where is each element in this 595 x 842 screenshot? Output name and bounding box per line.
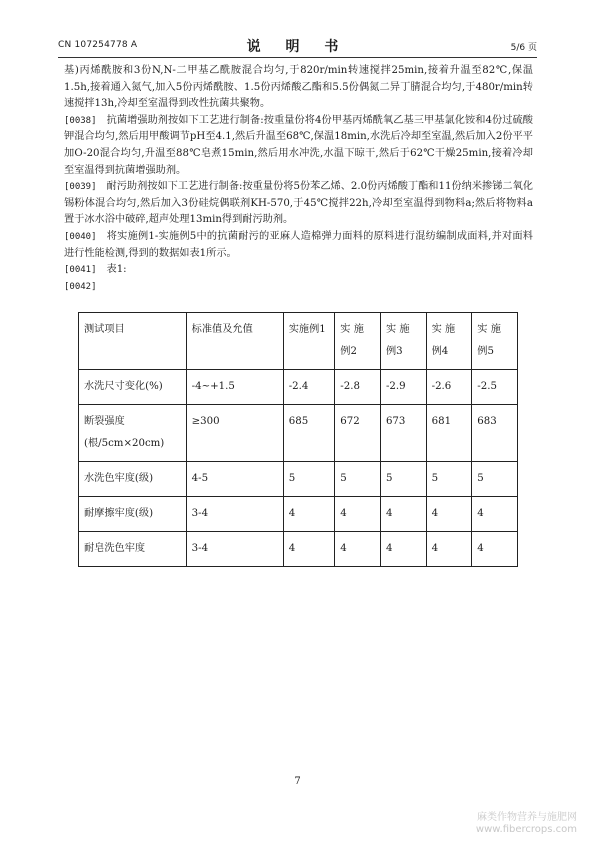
table-header-row: [79, 313, 518, 370]
table-cell: 4: [472, 532, 518, 567]
table-cell: 4: [335, 532, 381, 567]
table-cell: -2.4: [283, 370, 335, 405]
document-body: [64, 63, 533, 295]
document-title: 说 明 书: [246, 39, 349, 55]
table-cell: 4: [380, 532, 426, 567]
table-cell: 681: [426, 405, 472, 462]
paragraph-text: 耐污助剂按如下工艺进行制备:按重量份将5份苯乙烯、2.0份丙烯酸丁酯和11份纳米掺锑二氧化锡粉体混合均匀,然后加入3份硅烷偶联剂KH-570,于45℃搅拌22h,冷却至室温得到物料a;然后将物料a置于冰水浴中破碎,超声处理13min得到耐污助剂。: [64, 181, 533, 226]
table-cell: 4: [283, 497, 335, 532]
table-cell: ≥300: [186, 405, 283, 462]
table-cell: -2.9: [380, 370, 426, 405]
table-row: [79, 462, 518, 497]
results-table: [78, 312, 518, 567]
paragraph-tag: [0041]: [64, 265, 97, 276]
page-number: 7: [294, 776, 301, 787]
table-cell: 5: [283, 462, 335, 497]
table-header-cell: 实 施 例4: [426, 313, 472, 370]
table-header-cell: 实施例1: [283, 313, 335, 370]
paragraph-tag: [0039]: [64, 182, 97, 193]
table-cell: 3-4: [186, 532, 283, 567]
table-cell: 5: [335, 462, 381, 497]
table-cell: 5: [472, 462, 518, 497]
table-header-cell: 测试项目: [79, 313, 187, 370]
table-cell: -2.6: [426, 370, 472, 405]
paragraph-tag: [0040]: [64, 231, 97, 242]
header-divider: [58, 57, 537, 58]
table-cell: 673: [380, 405, 426, 462]
table-cell: 4: [426, 497, 472, 532]
paragraph-tag: [0042]: [64, 281, 97, 292]
table-cell: 4: [472, 497, 518, 532]
table-header-cell: 标准值及允值: [186, 313, 283, 370]
table-cell: 672: [335, 405, 381, 462]
table-row: [79, 370, 518, 405]
table-cell: 水洗色牢度(级): [79, 462, 187, 497]
paragraph-0038: [64, 113, 533, 179]
table-cell: 4: [426, 532, 472, 567]
table-cell: 4: [380, 497, 426, 532]
watermark-line: 麻类作物营养与施肥网: [477, 812, 577, 823]
page-indicator: 5/6 页: [510, 43, 537, 53]
watermark-line: www.fibercrops.com: [475, 824, 577, 835]
table-row: [79, 405, 518, 462]
table-cell: -4~+1.5: [186, 370, 283, 405]
watermark: [476, 812, 577, 836]
table-cell: 5: [426, 462, 472, 497]
table-cell: 断裂强度(根/5cm×20cm): [79, 405, 187, 462]
paragraph-text: 表1:: [106, 264, 127, 276]
paragraph-0039: [64, 179, 533, 229]
table-cell: 4-5: [186, 462, 283, 497]
table-cell: -2.5: [472, 370, 518, 405]
table-cell: -2.8: [335, 370, 381, 405]
paragraph-0042: [64, 279, 533, 296]
table-cell: 水洗尺寸变化(%): [79, 370, 187, 405]
paragraph-text: 将实施例1-实施例5中的抗菌耐污的亚麻人造棉弹力面料的原料进行混纺编制成面料,并对面料进行性能检测,得到的数据如表1所示。: [64, 230, 533, 259]
table-header-cell: 实 施 例5: [472, 313, 518, 370]
table-cell: 3-4: [186, 497, 283, 532]
paragraph-tag: [0038]: [64, 115, 97, 126]
table-row: [79, 532, 518, 567]
table-header-cell: 实 施 例2: [335, 313, 381, 370]
table-cell: 4: [335, 497, 381, 532]
paragraph-0040: [64, 229, 533, 262]
table-cell: 683: [472, 405, 518, 462]
paragraph-0041: [64, 262, 533, 279]
table-cell: 685: [283, 405, 335, 462]
continued-paragraph: 基)丙烯酰胺和3份N,N-二甲基乙酰胺混合均匀,于820r/min转速搅拌25min,接着升温至82℃,保温1.5h,接着通入氮气,加入5份丙烯酰胺、1.5份丙烯酸乙酯和5.5份偶氮二异丁腈混合均匀,于480r/min转速搅拌13h,冷却至室温得到改性抗菌共聚物。: [64, 65, 533, 110]
table-cell: 耐摩擦牢度(级): [79, 497, 187, 532]
table-header-cell: 实 施 例3: [380, 313, 426, 370]
table-cell: 5: [380, 462, 426, 497]
table-cell: 耐皂洗色牢度: [79, 532, 187, 567]
page-header: [58, 36, 537, 56]
paragraph-text: 抗菌增强助剂按如下工艺进行制备:按重量份将4份甲基丙烯酰氧乙基三甲基氯化铵和4份过硫酸钾混合均匀,然后用甲酸调节pH至4.1,然后升温至68℃,保温18min,水洗后冷却至室温,然后加入2份平平加O-20混合均匀,升温至88℃皂煮15min,然后用水冲洗,水温下晾干,然后于62℃干燥25min,接着冷却至室温得到抗菌增强助剂。: [64, 114, 533, 176]
patent-number: CN 107254778 A: [58, 40, 138, 50]
table-cell: 4: [283, 532, 335, 567]
table-row: [79, 497, 518, 532]
